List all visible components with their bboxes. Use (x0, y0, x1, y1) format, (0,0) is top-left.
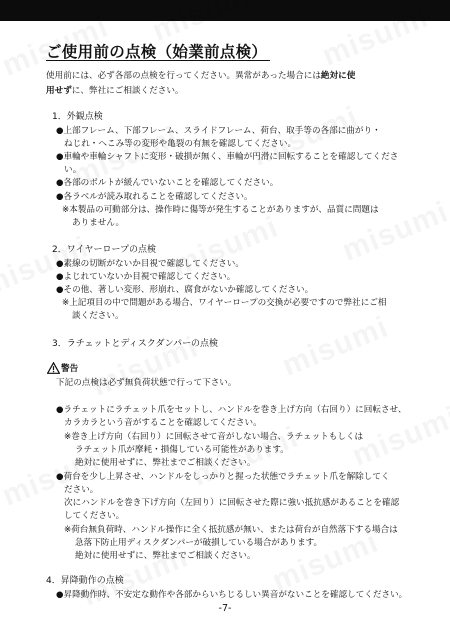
page-number: -7- (218, 603, 232, 614)
header-band (0, 0, 450, 21)
list-item: ●素線の切断がないか目視で確認してください。 (56, 259, 244, 269)
intro-line-1: 使用前には、必ず各部の点検を行ってください。異常があった場合には絶対に使 (46, 71, 356, 81)
list-item: ●荷台を少し上昇させ、ハンドルをしっかりと握った状態でラチェット爪を解除してく (56, 472, 390, 482)
list-item: ●その他、著しい変形、形崩れ、腐食がないか確認してください。 (56, 285, 314, 295)
list-item: ●よじれていないか目視で確認してください。 (56, 272, 236, 282)
title-underline (46, 60, 270, 61)
section-2-heading: 2．ワイヤーロープの点検 (52, 245, 157, 255)
section-4-heading: 4．昇降動作の点検 (46, 576, 124, 586)
list-item: ださい。 (64, 485, 99, 495)
list-item: ●ラチェットにラチェット爪をセットし、ハンドルを巻き上げ方向（右回り）に回転させ、 (56, 405, 407, 415)
note-line: ※巻き上げ方向（右回り）に回転させて音がしない場合、ラチェットもしくは (64, 432, 364, 442)
note-line: 談ください。 (72, 311, 124, 321)
list-item: い。 (64, 165, 82, 175)
note-line: ※荷台無負荷時、ハンドル操作に全く抵抗感が無い、または荷台が自然落下する場合は (64, 525, 398, 535)
section-3-heading: 3．ラチェットとディスクダンパーの点検 (52, 339, 219, 349)
note-line: 絶対に使用せずに、弊社までご相談ください。 (75, 551, 256, 561)
list-item: ねじれ・へこみ等の変形や亀裂の有無を確認してください。 (64, 139, 297, 149)
list-item: ●車輪や車輪シャフトに変形・破損が無く、車輪が円滑に回転することを確認してくださ (56, 152, 399, 162)
note-line: ※本製品の可動部分は、操作時に傷等が発生することがありますが、品質に問題は (62, 205, 379, 215)
list-item: ●上部フレーム、下部フレーム、スライドフレーム、荷台、取手等の各部に曲がり・ (56, 126, 381, 136)
list-item: ●各部のボルトが緩んでいないことを確認してください。 (56, 178, 279, 188)
note-line: ありません。 (72, 218, 125, 228)
warning-label: 警告 (61, 364, 79, 374)
note-line: ※上記項目の中で問題がある場合、ワイヤーロープの交換が必要ですので弊社にご相 (62, 298, 387, 308)
note-line: 絶対に使用せずに、弊社までご相談ください。 (75, 458, 256, 468)
note-line: 急落下防止用ディスクダンパーが破損している場合があります。 (75, 538, 323, 548)
page-title: ご使用前の点検（始業前点検） (46, 43, 268, 61)
section-1-heading: 1．外観点検 (52, 112, 103, 122)
list-item: ●昇降動作時、不安定な動作や各部からいちじるしい異音がないことを確認してください。 (56, 590, 408, 600)
intro-line-2: 用せずに、弊社にご相談ください。 (46, 86, 184, 96)
list-item: カラカラという音がすることを確認してください。 (64, 418, 262, 428)
list-item: ●各ラベルが読み取れることを確認してください。 (56, 192, 253, 202)
note-line: ラチェット爪が摩耗・損傷している可能性があります。 (75, 445, 289, 455)
warning-icon (47, 362, 60, 374)
list-item: 次にハンドルを巻き下げ方向（左回り）に回転させた際に強い抵抗感があることを確認 (64, 498, 400, 508)
warning-text: 下記の点検は必ず無負荷状態で行って下さい。 (56, 378, 237, 388)
list-item: してください。 (64, 511, 125, 521)
